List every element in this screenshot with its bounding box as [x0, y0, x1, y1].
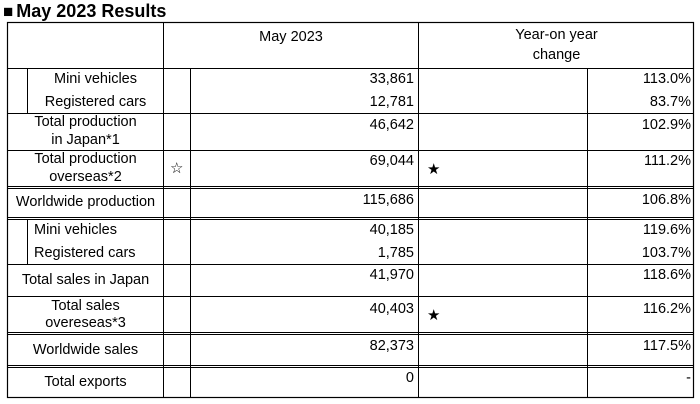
change-total-sales-japan: 118.6%: [642, 267, 691, 283]
label-registered-cars-production: Registered cars: [44, 94, 147, 110]
value-registered-cars-sales: 1,785: [377, 245, 414, 261]
black-star-icon: ★: [427, 307, 441, 324]
label-total-production-japan-line2: in Japan*1: [51, 132, 120, 148]
change-total-exports: -: [686, 370, 691, 386]
value-worldwide-production: 115,686: [362, 192, 414, 208]
change-total-production-overseas: 111.2%: [643, 153, 691, 169]
label-total-production-overseas-line1: Total production: [34, 151, 137, 167]
label-total-sales-japan: Total sales in Japan: [21, 272, 150, 288]
label-total-exports: Total exports: [44, 374, 127, 390]
value-total-production-overseas: 69,044: [369, 153, 414, 169]
value-worldwide-sales: 82,373: [369, 338, 414, 354]
value-mini-vehicles-production: 33,861: [369, 71, 414, 87]
label-total-production-japan-line1: Total production: [34, 114, 137, 130]
change-registered-cars-production: 83.7%: [649, 94, 691, 110]
header-yoy-line1: Year-on year: [515, 27, 598, 43]
change-mini-vehicles-sales: 119.6%: [642, 222, 691, 238]
value-mini-vehicles-sales: 40,185: [369, 222, 414, 238]
change-worldwide-production: 106.8%: [641, 192, 691, 208]
header-yoy-line2: change: [532, 47, 581, 63]
label-worldwide-production: Worldwide production: [15, 194, 156, 210]
label-mini-vehicles-sales: Mini vehicles: [34, 222, 117, 238]
value-total-exports: 0: [405, 370, 414, 386]
value-registered-cars-production: 12,781: [369, 94, 414, 110]
page-title-text: May 2023 Results: [16, 1, 167, 21]
header-may-2023: May 2023: [259, 29, 323, 45]
label-worldwide-sales: Worldwide sales: [32, 342, 139, 358]
label-total-sales-overseas-line1: Total sales: [51, 298, 120, 314]
label-registered-cars-sales: Registered cars: [34, 245, 136, 261]
label-total-sales-overseas-line2: overeseas*3: [45, 315, 126, 331]
change-total-sales-overseas: 116.2%: [642, 301, 691, 317]
label-total-production-overseas-line2: overseas*2: [49, 169, 122, 185]
value-total-production-japan: 46,642: [369, 117, 414, 133]
square-bullet-icon: ■: [3, 2, 14, 21]
change-registered-cars-sales: 103.7%: [641, 245, 691, 261]
black-star-icon: ★: [427, 161, 441, 178]
value-total-sales-japan: 41,970: [369, 267, 414, 283]
label-mini-vehicles-production: Mini vehicles: [54, 71, 137, 87]
change-worldwide-sales: 117.5%: [642, 338, 691, 354]
white-star-icon: ☆: [170, 160, 184, 177]
value-total-sales-overseas: 40,403: [369, 301, 414, 317]
change-mini-vehicles-production: 113.0%: [642, 71, 691, 87]
change-total-production-japan: 102.9%: [641, 117, 691, 133]
